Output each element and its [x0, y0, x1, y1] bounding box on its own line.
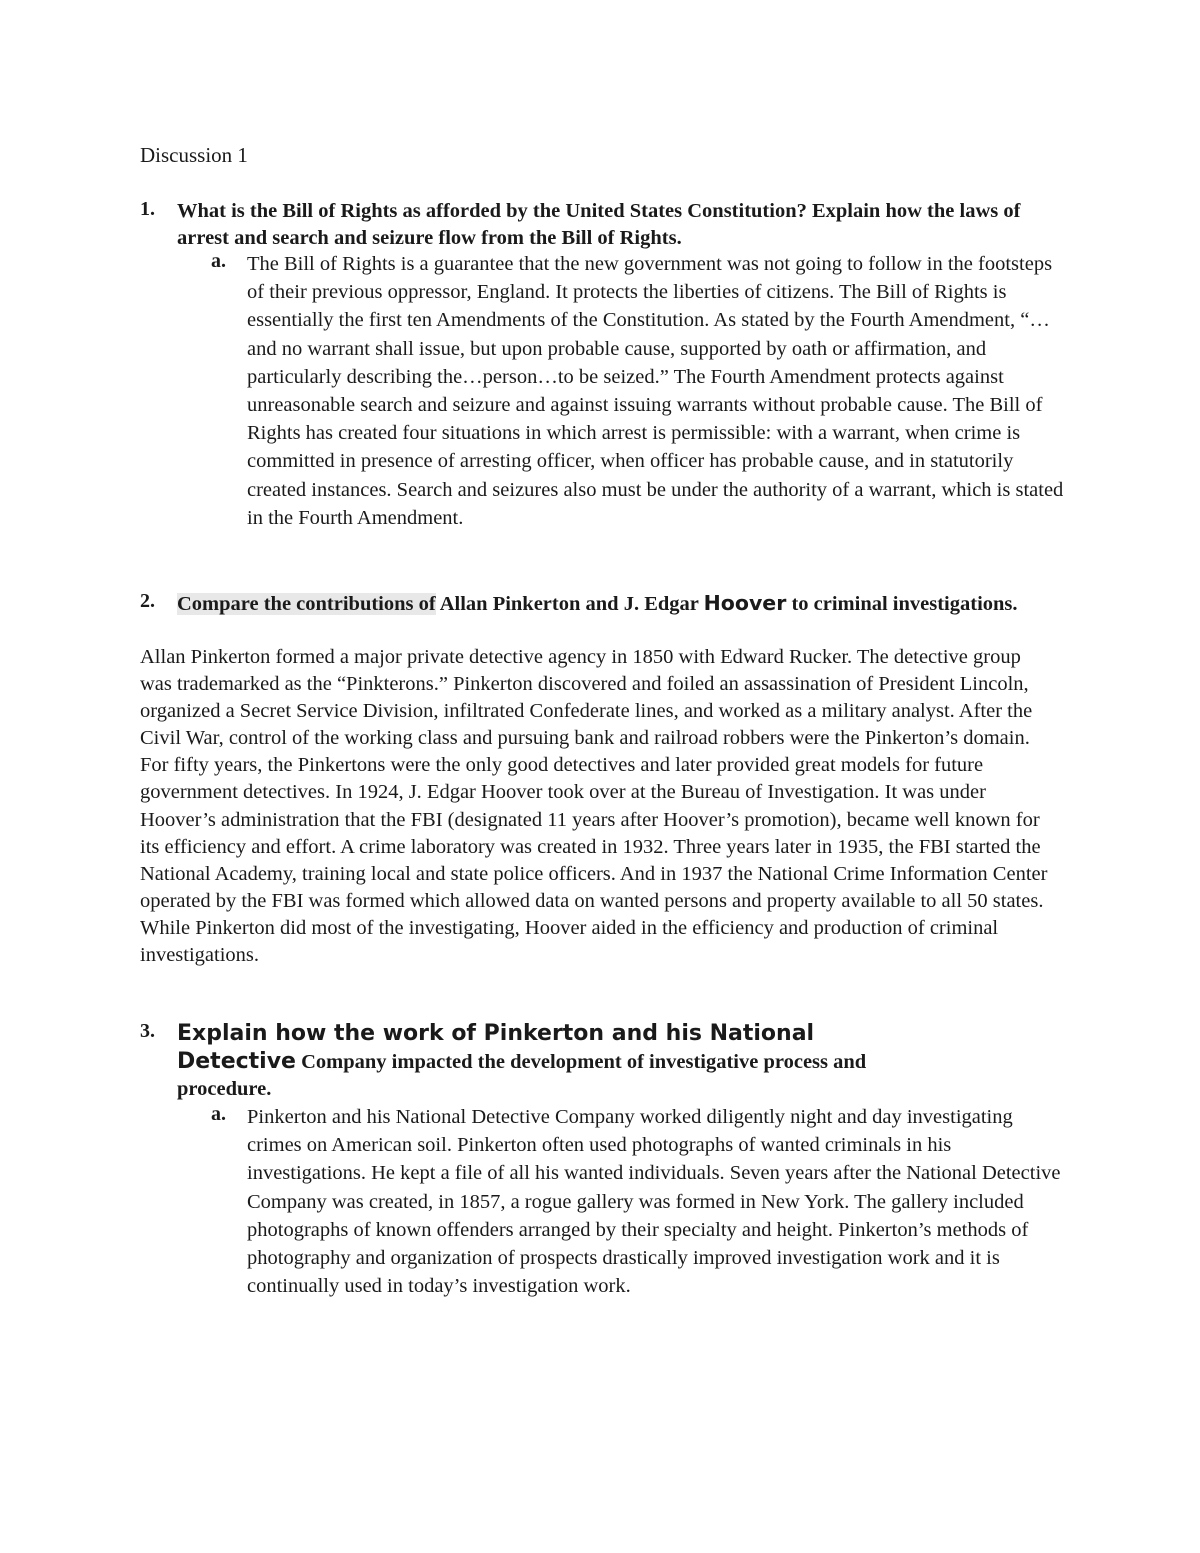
answer-3a [211, 1103, 1071, 1300]
question-number: 2. [140, 590, 155, 612]
question-number: 3. [140, 1020, 155, 1042]
document-title: Discussion 1 [140, 143, 248, 167]
answer-letter: a. [211, 1103, 226, 1125]
highlighted-text: Compare the contributions of [177, 593, 436, 615]
answer-text: Pinkerton and his National Detective Company worked diligently night and day investigating crimes on American soil. Pinkerton often used photographs of wanted criminals in his investigations. He kept a file of all his wanted individuals. Seven years after the National Detective Company was created, in 1857, a rogue gallery was formed in New York. The gallery included photographs of known offenders arranged by their specialty and height. Pinkerton’s methods of photography and organization of prospects drastically improved investigation work and it is continually used in today’s investigation work. [247, 1106, 1061, 1298]
question-text-part: to criminal investigations. [791, 593, 1018, 615]
question-text-part: Allan Pinkerton and J. Edgar [439, 593, 699, 615]
question-text-emphasis: Explain how the work of Pinkerton and his National Detective [177, 1021, 815, 1074]
question-number: 1. [140, 198, 155, 220]
question-text-emphasis: Hoover [703, 591, 787, 615]
answer-text: The Bill of Rights is a guarantee that the new government was not going to follow in the footsteps of their previous oppressor, England. It protects the liberties of citizens. The Bill of Rights is essentially the first ten Amendments of the Constitution. As stated by the Fourth Amendment, “…and no warrant shall issue, but upon probable cause, supported by oath or affirmation, and particularly describing the…person…to be seized.” The Fourth Amendment protects against unreasonable search and seizure and against issuing warrants without probable cause. The Bill of Rights has created four situations in which arrest is permissible: with a warrant, when crime is committed in presence of arresting officer, when officer has probable cause, and in statutorily created instances. Search and seizures also must be under the authority of a warrant, which is stated in the Fourth Amendment. [247, 253, 1064, 529]
answer-2-paragraph: Allan Pinkerton formed a major private detective agency in 1850 with Edward Rucker. The detective group was trademarked as the “Pinkterons.” Pinkerton discovered and foiled an assassination of President Lincoln, organized a Secret Service Division, infiltrated Confederate lines, and worked as a military analyst. After the Civil War, control of the working class and pursuing bank and railroad robbers were the Pinkerton’s domain. For fifty years, the Pinkertons were the only good detectives and later provided great models for future government detectives. In 1924, J. Edgar Hoover took over at the Bureau of Investigation. It was under Hoover’s administration that the FBI (designated 11 years after Hoover’s promotion), became well known for its efficiency and effort. A crime laboratory was created in 1932. Three years later in 1935, the FBI started the National Academy, training local and state police officers. And in 1937 the National Crime Information Center operated by the FBI was formed which allowed data on wanted persons and property available to all 50 states. While Pinkerton did most of the investigating, Hoover aided in the efficiency and production of criminal investigations. [140, 646, 1048, 967]
question-text [177, 590, 1070, 618]
question-2 [140, 590, 1070, 618]
answer-1a [211, 250, 1071, 532]
answer-letter: a. [211, 250, 226, 272]
question-text-part: Company impacted the development of investigative process and procedure. [177, 1051, 867, 1100]
question-1 [140, 198, 1070, 252]
question-3 [140, 1020, 1070, 1103]
question-text: What is the Bill of Rights as afforded by the United States Constitution? Explain how the laws of arrest and search and seizure flow from the Bill of Rights. [177, 200, 1021, 249]
question-text [177, 1020, 937, 1103]
